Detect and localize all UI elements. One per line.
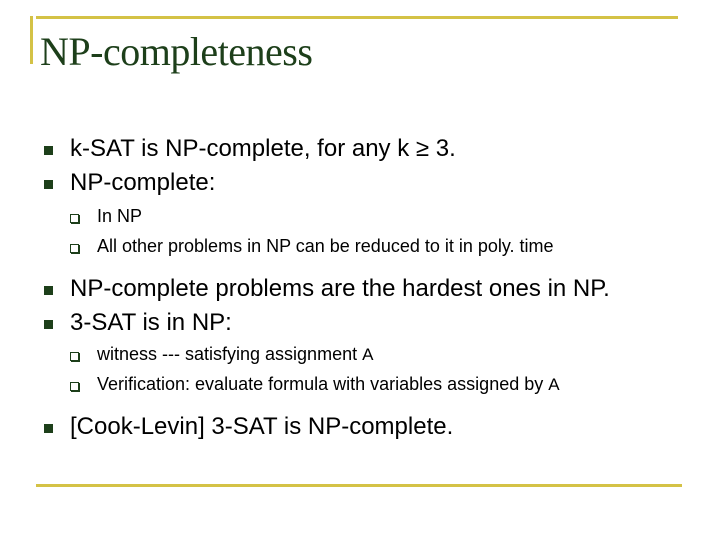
sub-bullet-square-icon	[70, 244, 79, 253]
sub-bullet-item	[97, 374, 560, 395]
slide-title: NP-completeness	[40, 29, 313, 74]
sub-bullet-square-icon	[70, 382, 79, 391]
sub-bullet-item: All other problems in NP can be reduced to it in poly. time	[97, 236, 554, 256]
variable-a: A	[548, 375, 560, 394]
bullet-square-icon	[44, 146, 53, 155]
bullet-square-icon	[44, 424, 53, 433]
bullet-item: NP-complete problems are the hardest ones in NP.	[70, 275, 610, 302]
top-rule	[36, 16, 678, 19]
sub-bullet-square-icon	[70, 214, 79, 223]
sub-bullet-text: Verification: evaluate formula with variables assigned by	[97, 374, 549, 394]
bullet-item: [Cook-Levin] 3-SAT is NP-complete.	[70, 413, 454, 440]
bullet-item: 3-SAT is in NP:	[70, 309, 232, 336]
bullet-item: NP-complete:	[70, 169, 216, 196]
bullet-item: k-SAT is NP-complete, for any k ≥ 3.	[70, 135, 456, 162]
sub-bullet-item	[97, 344, 373, 365]
bottom-rule	[36, 484, 682, 487]
left-rule	[30, 16, 33, 64]
bullet-square-icon	[44, 320, 53, 329]
variable-a: A	[362, 345, 374, 364]
sub-bullet-item: In NP	[97, 206, 143, 226]
bullet-square-icon	[44, 286, 53, 295]
bullet-square-icon	[44, 180, 53, 189]
sub-bullet-text: witness --- satisfying assignment	[97, 344, 363, 364]
sub-bullet-square-icon	[70, 352, 79, 361]
